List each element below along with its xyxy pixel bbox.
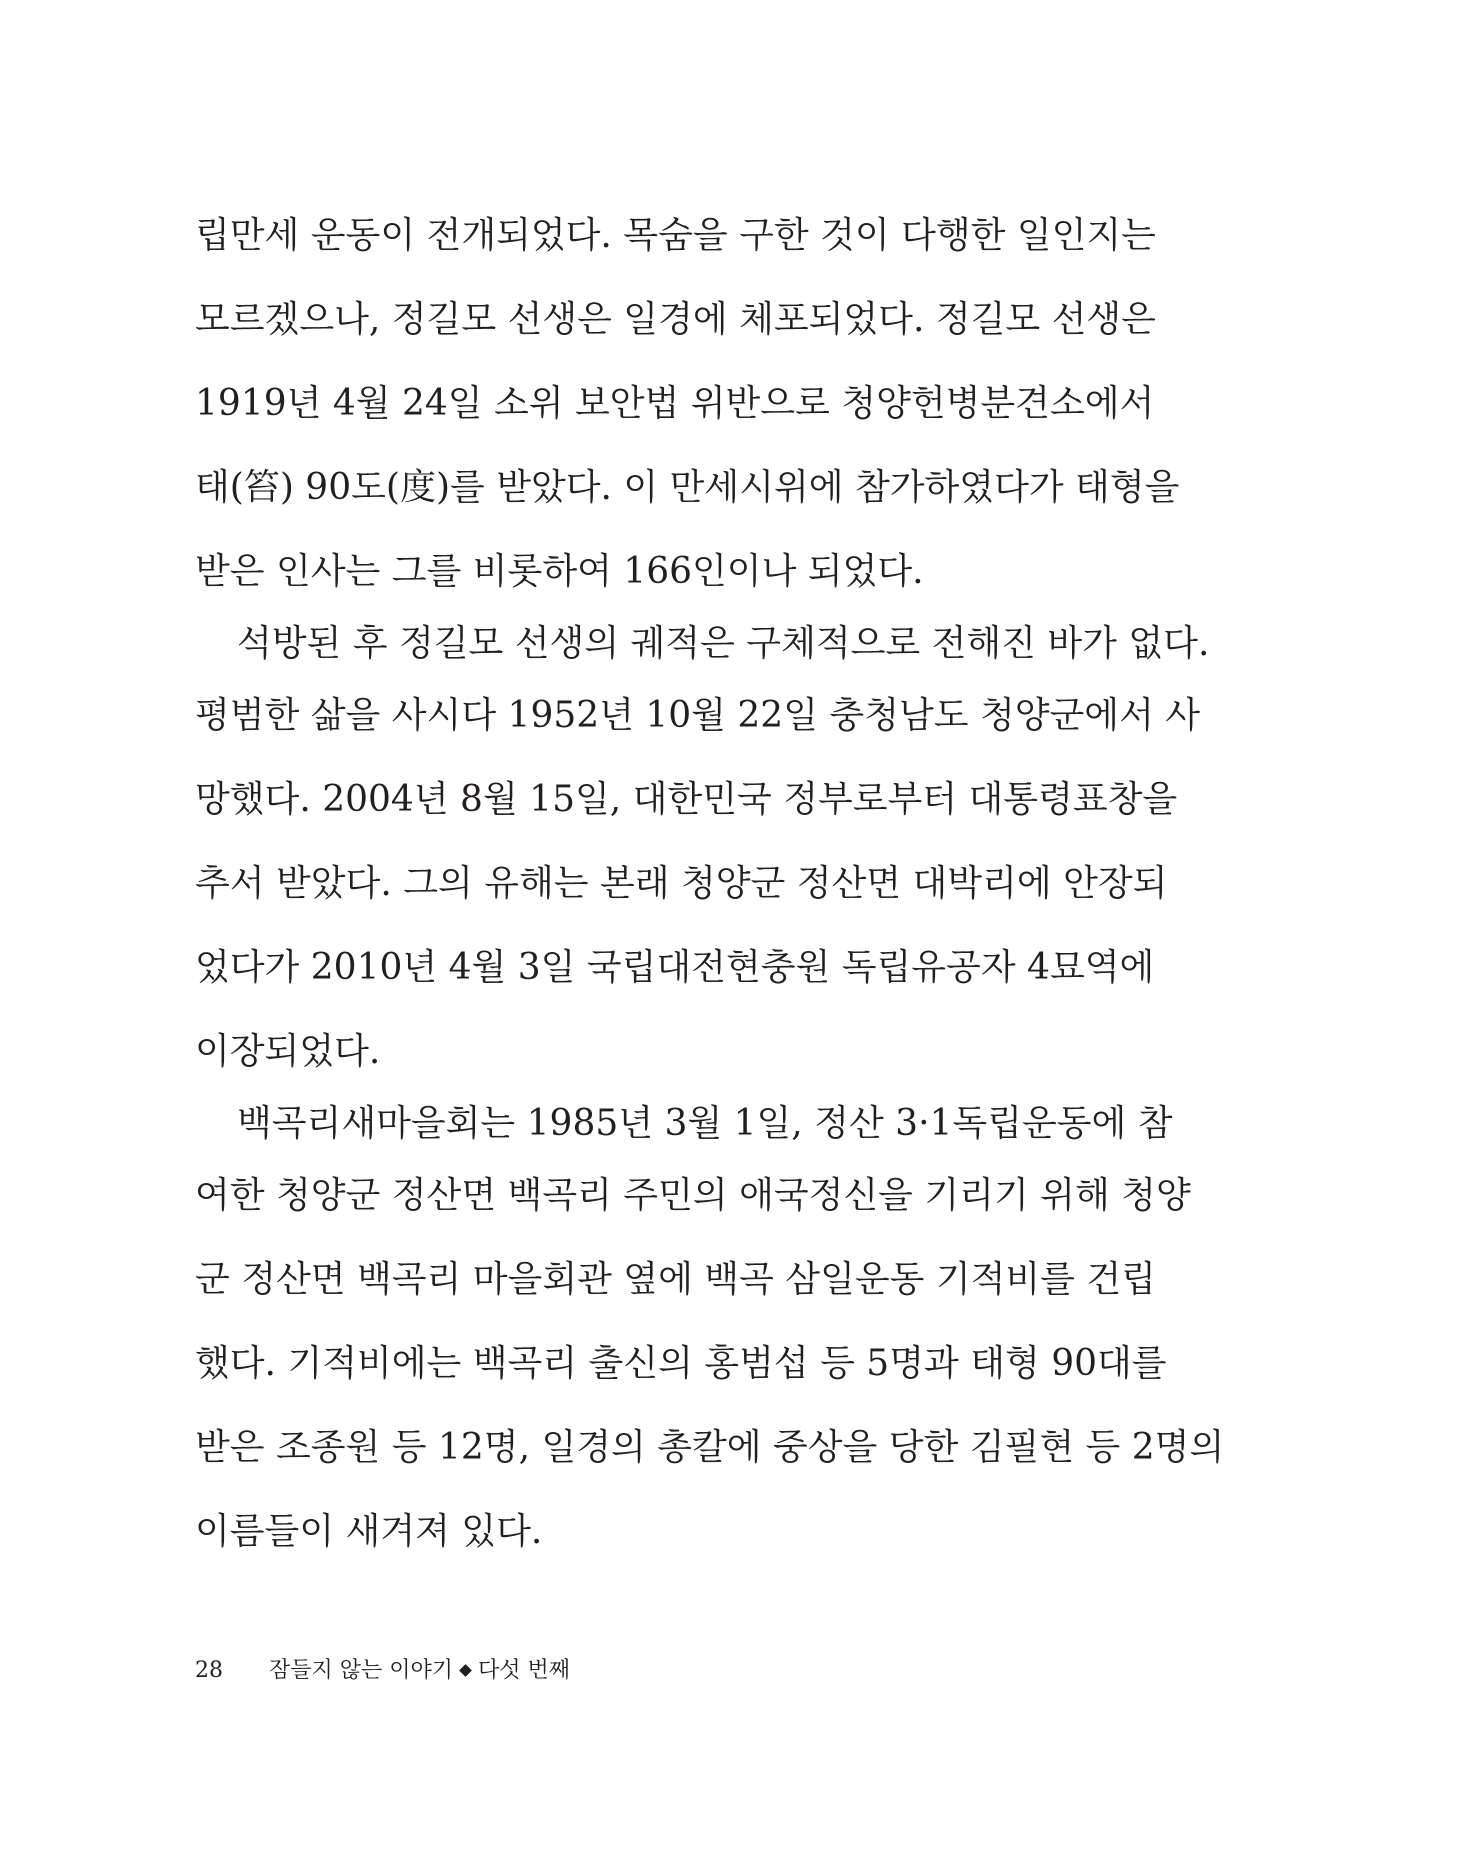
- book-title: 잠들지 않는 이야기: [269, 1658, 454, 1683]
- text-line: 이름들이 새겨져 있다.: [195, 1511, 543, 1552]
- text-line: 립만세 운동이 전개되었다. 목숨을 구한 것이 다행한 일인지는: [195, 215, 1156, 256]
- text-line: 받은 조종원 등 12명, 일경의 총칼에 중상을 당한 김필현 등 2명의: [195, 1427, 1225, 1468]
- text-line: 했다. 기적비에는 백곡리 출신의 홍범섭 등 5명과 태형 90대를: [195, 1343, 1167, 1384]
- text-line: 추서 받았다. 그의 유해는 본래 청양군 정산면 대박리에 안장되: [195, 863, 1168, 904]
- book-subtitle: 다섯 번째: [478, 1658, 571, 1683]
- text-line: 석방된 후 정길모 선생의 궤적은 구체적으로 전해진 바가 없다.: [237, 623, 1210, 664]
- diamond-icon: [459, 1664, 472, 1677]
- text-line: 모르겠으나, 정길모 선생은 일경에 체포되었다. 정길모 선생은: [195, 299, 1156, 340]
- text-line: 군 정산면 백곡리 마을회관 옆에 백곡 삼일운동 기적비를 건립: [195, 1259, 1156, 1300]
- text-line: 평범한 삶을 사시다 1952년 10월 22일 충청남도 청양군에서 사: [195, 695, 1201, 736]
- text-line: 이장되었다.: [195, 1031, 381, 1072]
- page-footer: [195, 1656, 570, 1686]
- text-line: 여한 청양군 정산면 백곡리 주민의 애국정신을 기리기 위해 청양: [195, 1175, 1191, 1216]
- text-line: 받은 인사는 그를 비롯하여 166인이나 되었다.: [195, 551, 924, 592]
- text-line: 1919년 4월 24일 소위 보안법 위반으로 청양헌병분견소에서: [195, 383, 1155, 424]
- text-line: 망했다. 2004년 8월 15일, 대한민국 정부로부터 대통령표창을: [195, 779, 1178, 820]
- text-line: 었다가 2010년 4월 3일 국립대전현충원 독립유공자 4묘역에: [195, 947, 1155, 988]
- text-line: 태(笞) 90도(度)를 받았다. 이 만세시위에 참가하였다가 태형을: [195, 467, 1180, 508]
- page-number: 28: [195, 1658, 223, 1683]
- text-line: 백곡리새마을회는 1985년 3월 1일, 정산 3·1독립운동에 참: [237, 1103, 1173, 1144]
